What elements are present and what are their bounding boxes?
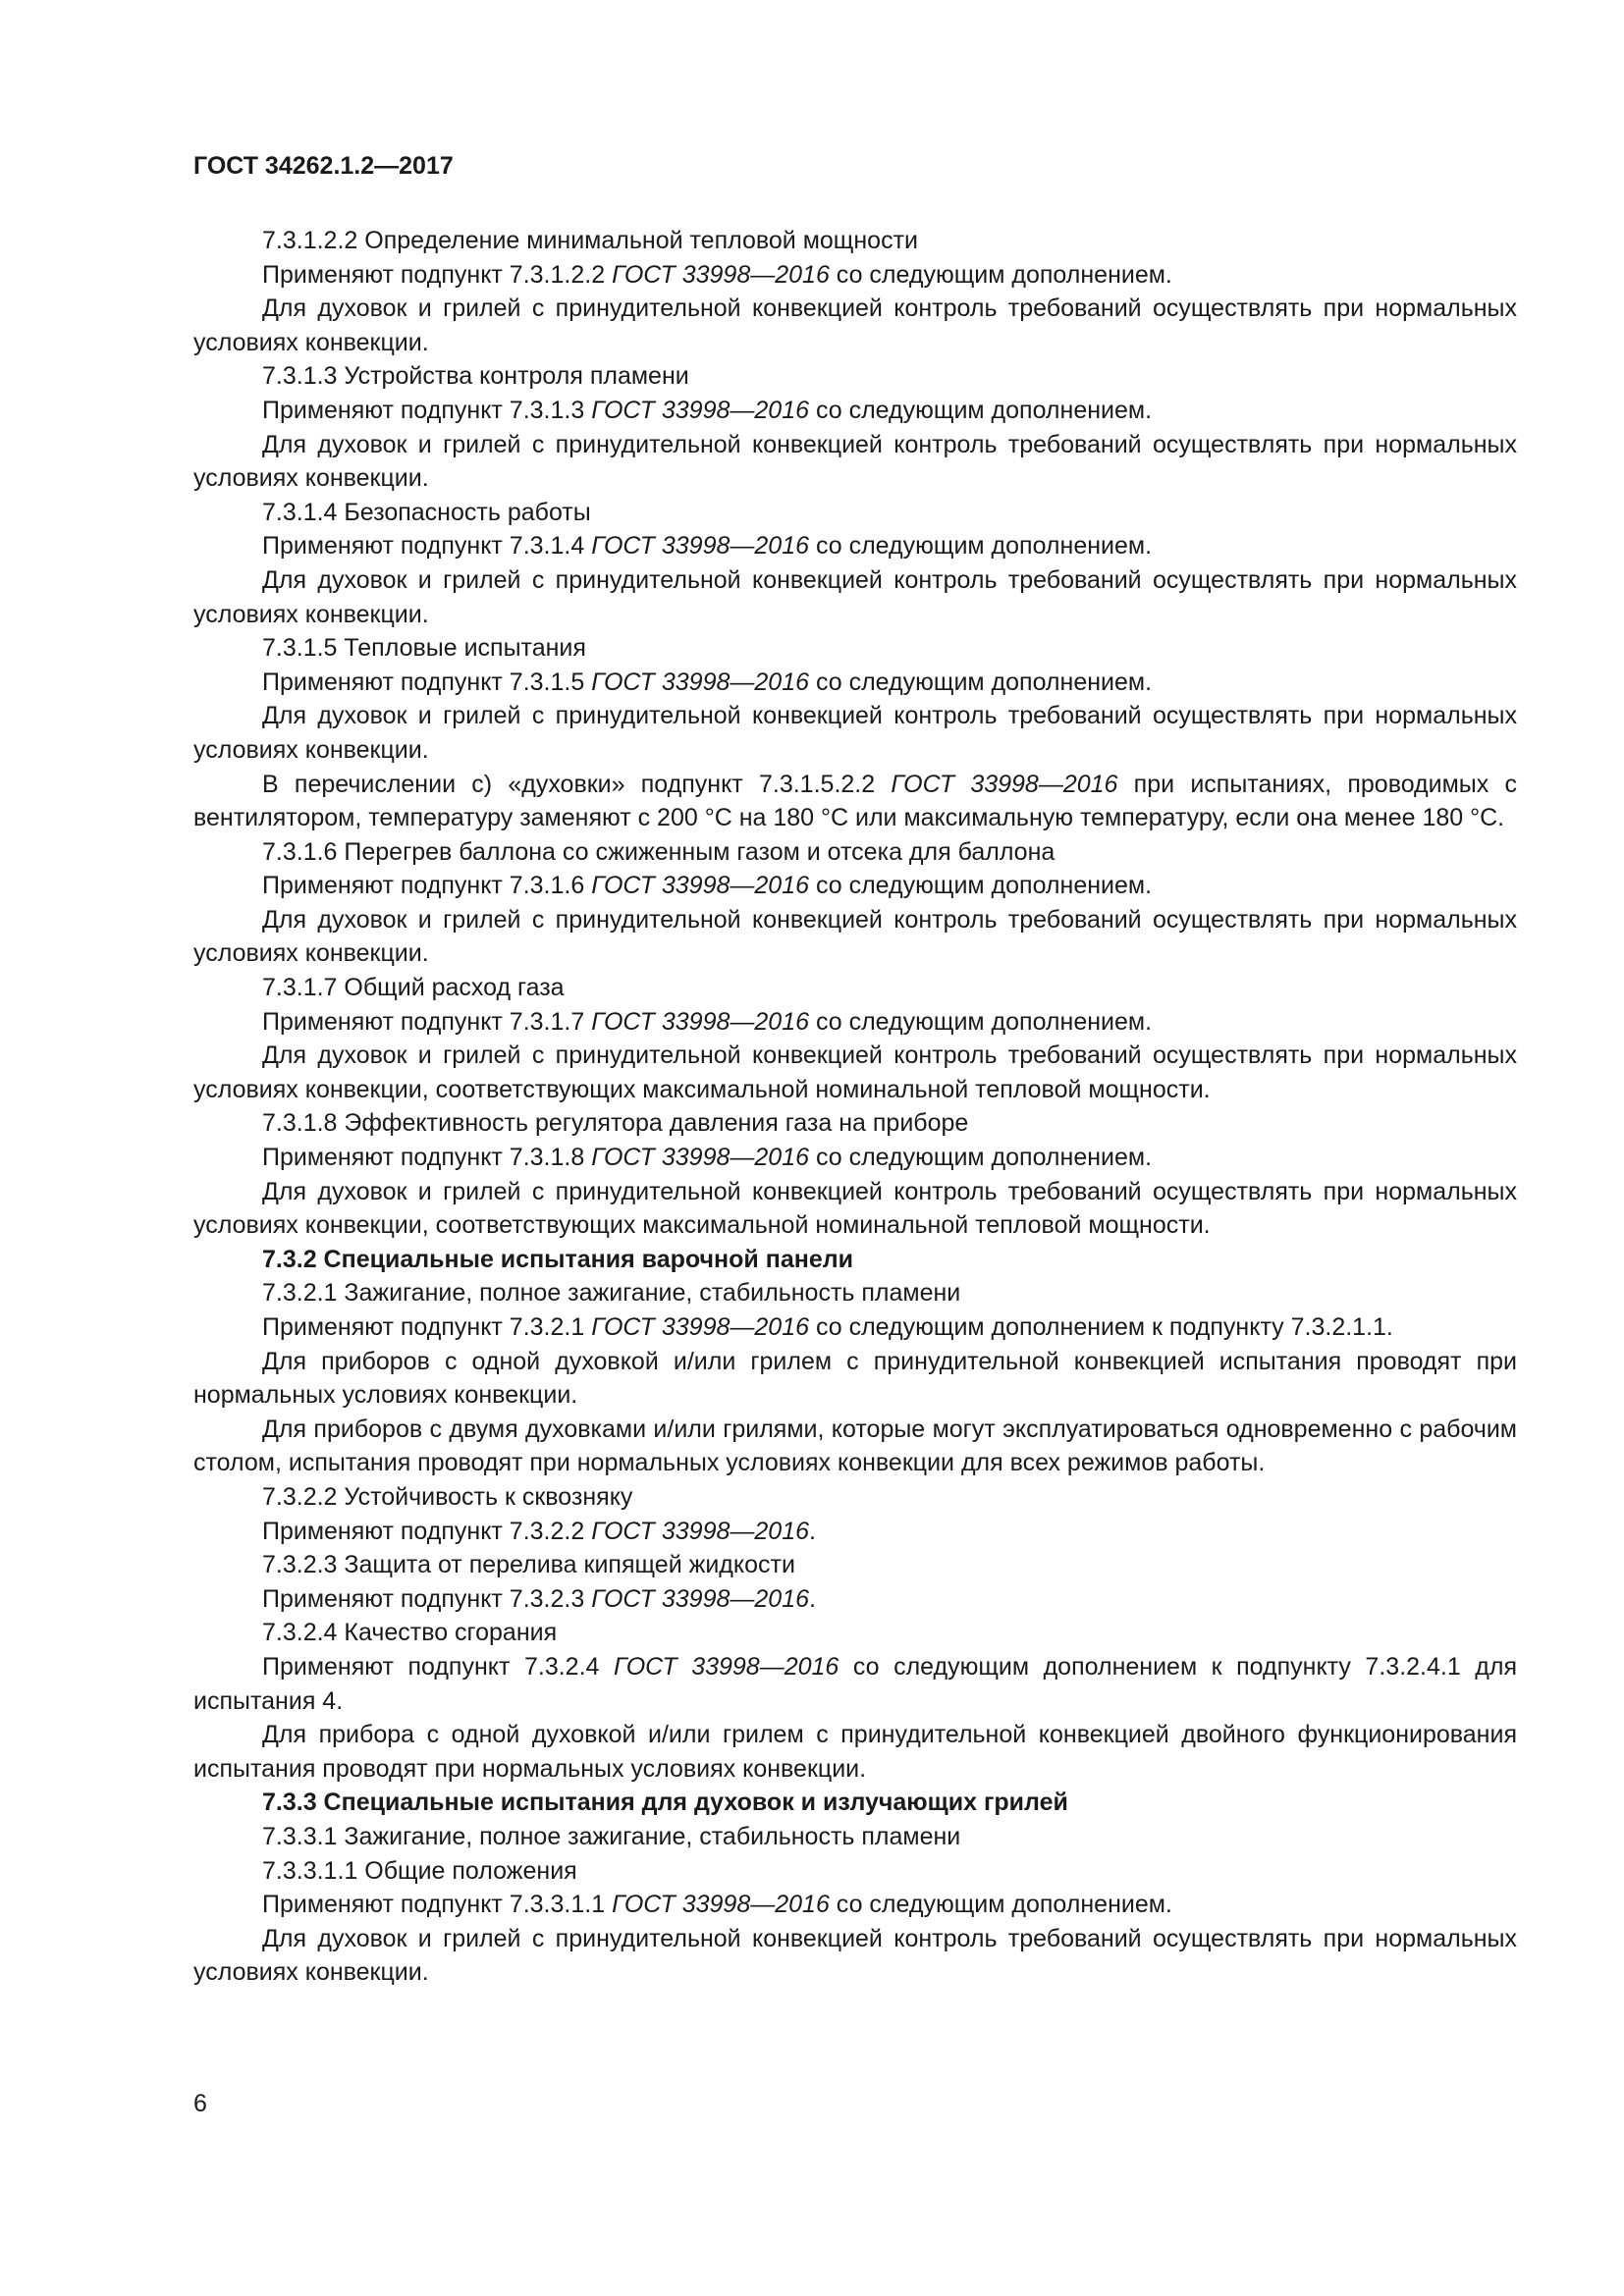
text-run: Для духовок и грилей с принудительной конвекцией контроль требований осуществлять при нормальных условиях конвекции. [193,702,1517,764]
text-run: 7.3.1.6 Перегрев баллона со сжиженным газом и отсека для баллона [262,837,1056,866]
text-run: 7.3.3.1 Зажигание, полное зажигание, стабильность пламени [262,1822,961,1850]
standard-reference: ГОСТ 33998—2016 [591,1584,810,1613]
text-run: 7.3.2.3 Защита от перелива кипящей жидкости [262,1551,795,1579]
text-run: Для приборов с двумя духовками и/или грилями, которые могут эксплуатироваться одновременно с рабочим столом, испытания проводят при нормальных условиях конвекции для всех режимов работы. [193,1415,1517,1477]
paragraph-p17 [193,971,1517,1005]
text-run: Для духовок и грилей с принудительной конвекцией контроль требований осуществлять при нормальных условиях конвекции. [193,294,1517,356]
paragraph-p16 [193,903,1517,971]
text-run: Для духовок и грилей с принудительной конвекцией контроль требований осуществлять при нормальных условиях конвекции. [193,565,1517,628]
paragraph-p38 [193,1888,1517,1922]
text-run: 7.3.1.7 Общий расход газа [262,974,565,1002]
standard-reference: ГОСТ 33998—2016 [591,1517,810,1545]
paragraph-p39 [193,1922,1517,1990]
text-run: В перечислении с) «духовки» подпункт 7.3.1.5.2.2 [262,770,892,798]
paragraph-p10 [193,631,1517,666]
text-run: Для духовок и грилей с принудительной конвекцией контроль требований осуществлять при нормальных условиях конвекции, соответствующих максимальной номинальной тепловой мощности. [193,1041,1517,1103]
text-run: со следующим дополнением. [829,1891,1172,1919]
paragraph-p4 [193,359,1517,394]
paragraph-p33 [193,1650,1517,1718]
standard-reference: ГОСТ 33998—2016 [591,532,810,561]
paragraph-p1 [193,224,1517,258]
text-run: 7.3.2 Специальные испытания варочной панели [262,1245,853,1273]
text-run: Для духовок и грилей с принудительной конвекцией контроль требований осуществлять при нормальных условиях конвекции. [193,905,1517,968]
text-run: . [809,1517,816,1545]
document-header: ГОСТ 34262.1.2—2017 [193,152,454,180]
text-run: со следующим дополнением к подпункту 7.3.2.4.1 для испытания 4. [193,1652,1517,1715]
text-run: 7.3.1.4 Безопасность работы [262,498,591,526]
text-run: 7.3.2.2 Устойчивость к сквозняку [262,1482,633,1511]
text-run: Применяют подпункт 7.3.1.2.2 [262,260,613,289]
text-run: Применяют подпункт 7.3.3.1.1 [262,1891,613,1919]
text-run: Для приборов с одной духовкой и/или грилем с принудительной конвекцией испытания проводят при нормальных условиях конвекции. [193,1347,1517,1410]
text-run: . [809,1584,816,1613]
paragraph-p14 [193,835,1517,870]
text-run: Применяют подпункт 7.3.1.7 [262,1007,592,1036]
text-run: со следующим дополнением. [809,396,1153,424]
text-run: Применяют подпункт 7.3.2.3 [262,1584,592,1613]
paragraph-p24 [193,1276,1517,1310]
text-run: при испытаниях, проводимых с вентилятором, температуру заменяют с 200 °С на 180 °С или максимальную температуру, если она менее 180 °С. [193,770,1517,832]
paragraph-p6 [193,428,1517,496]
paragraph-p5 [193,394,1517,428]
standard-reference: ГОСТ 33998—2016 [612,1891,830,1919]
text-run: Для духовок и грилей с принудительной конвекцией контроль требований осуществлять при нормальных условиях конвекции, соответствующих максимальной номинальной тепловой мощности. [193,1177,1517,1240]
standard-reference: ГОСТ 33998—2016 [591,396,810,424]
paragraph-p23 [193,1243,1517,1277]
paragraph-p19 [193,1039,1517,1106]
paragraph-p13 [193,768,1517,835]
text-run: Применяют подпункт 7.3.1.6 [262,872,592,900]
paragraph-p8 [193,529,1517,563]
standard-reference: ГОСТ 33998—2016 [591,1007,810,1036]
paragraph-p18 [193,1005,1517,1040]
text-run: со следующим дополнением. [809,667,1153,696]
paragraph-p21 [193,1141,1517,1175]
text-run: 7.3.1.3 Устройства контроля пламени [262,362,689,391]
paragraph-p7 [193,496,1517,530]
paragraph-p9 [193,563,1517,631]
text-run: Применяют подпункт 7.3.2.4 [262,1652,614,1681]
paragraph-p35 [193,1786,1517,1820]
text-run: со следующим дополнением. [809,1007,1153,1036]
paragraph-p30 [193,1548,1517,1582]
text-run: Применяют подпункт 7.3.2.2 [262,1517,592,1545]
text-run: со следующим дополнением к подпункту 7.3.2.1.1. [809,1313,1393,1341]
text-run: 7.3.1.2.2 Определение минимальной тепловой мощности [262,227,918,254]
text-run: со следующим дополнением. [809,532,1153,561]
standard-reference: ГОСТ 33998—2016 [891,770,1118,798]
paragraph-p37 [193,1854,1517,1889]
text-run: со следующим дополнением. [809,1144,1153,1172]
text-run: 7.3.1.5 Тепловые испытания [262,634,586,663]
paragraph-p36 [193,1820,1517,1854]
paragraph-p20 [193,1106,1517,1141]
standard-reference: ГОСТ 33998—2016 [591,1313,810,1341]
paragraph-p3 [193,292,1517,359]
paragraph-p2 [193,258,1517,293]
text-run: Для прибора с одной духовкой и/или грилем с принудительной конвекцией двойного функционирования испытания проводят при нормальных условиях конвекции. [193,1721,1517,1783]
page-number: 6 [193,2090,207,2117]
standard-reference: ГОСТ 33998—2016 [591,667,810,696]
text-run: Применяют подпункт 7.3.2.1 [262,1313,592,1341]
paragraph-p26 [193,1345,1517,1413]
text-run: Применяют подпункт 7.3.1.4 [262,532,592,561]
text-run: со следующим дополнением. [829,260,1172,289]
text-run: 7.3.3 Специальные испытания для духовок и излучающих грилей [262,1789,1068,1817]
text-run: Применяют подпункт 7.3.1.8 [262,1144,592,1172]
text-run: 7.3.3.1.1 Общие положения [262,1856,577,1885]
paragraph-p25 [193,1310,1517,1345]
paragraph-p34 [193,1718,1517,1786]
standard-reference: ГОСТ 33998—2016 [612,260,830,289]
text-run: 7.3.2.1 Зажигание, полное зажигание, стабильность пламени [262,1279,961,1308]
paragraph-p29 [193,1515,1517,1549]
text-run: 7.3.1.8 Эффективность регулятора давления газа на приборе [262,1109,969,1138]
paragraph-p12 [193,699,1517,767]
text-run: Для духовок и грилей с принудительной конвекцией контроль требований осуществлять при нормальных условиях конвекции. [193,430,1517,493]
standard-reference: ГОСТ 33998—2016 [591,872,810,900]
standard-reference: ГОСТ 33998—2016 [591,1144,810,1172]
text-run: Применяют подпункт 7.3.1.5 [262,667,592,696]
document-body [193,224,1517,1990]
text-run: Для духовок и грилей с принудительной конвекцией контроль требований осуществлять при нормальных условиях конвекции. [193,1924,1517,1987]
paragraph-p32 [193,1616,1517,1650]
text-run: 7.3.2.4 Качество сгорания [262,1619,558,1647]
paragraph-p31 [193,1582,1517,1617]
text-run: Применяют подпункт 7.3.1.3 [262,396,592,424]
text-run: со следующим дополнением. [809,872,1153,900]
paragraph-p22 [193,1175,1517,1243]
paragraph-p28 [193,1480,1517,1515]
paragraph-p15 [193,869,1517,903]
paragraph-p27 [193,1413,1517,1480]
standard-reference: ГОСТ 33998—2016 [613,1652,839,1681]
paragraph-p11 [193,666,1517,700]
